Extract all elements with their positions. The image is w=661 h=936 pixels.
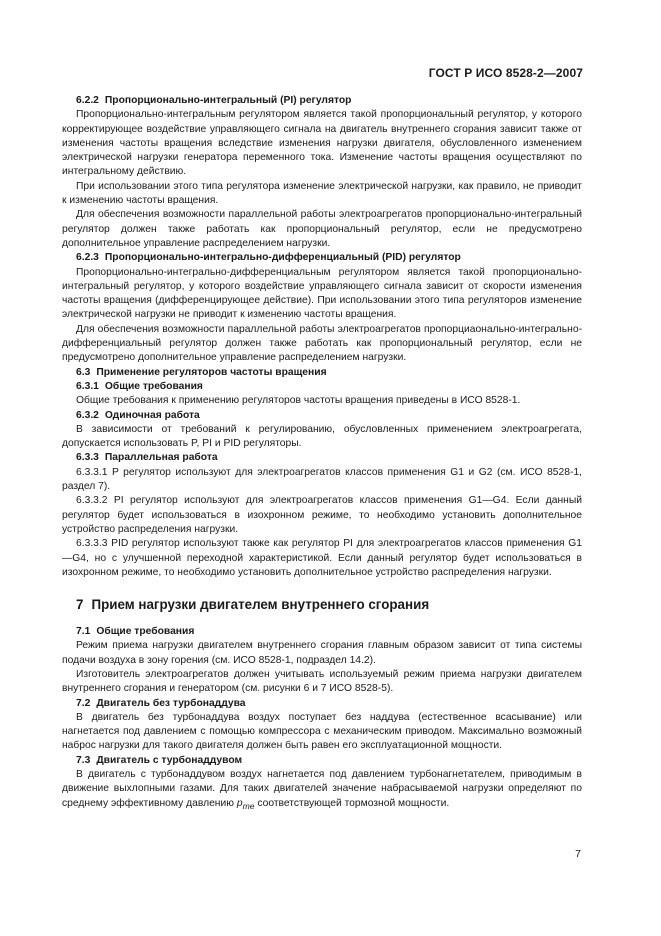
heading-text: Общие требования: [96, 626, 195, 638]
paragraph-text: соответствующей тормозной мощности.: [254, 797, 450, 809]
heading-6-3-1: [62, 380, 582, 394]
paragraph: Пропорционально-интегральным регулятором является такой пропорциональный регулятор, у которого корректирующее воздействие управляющего сигнала на двигатель внутреннего сгорания зависит также от изменения частоты вращения вследствие изменения нагрузки двигателя, обусловленного изменением электрической нагрузки генератора переменного тока. Изменение частоты вращения осуществляют по интегральному действию.: [62, 109, 582, 178]
section-number: 7: [76, 597, 84, 613]
document-id-header: ГОСТ Р ИСО 8528-2—2007: [428, 66, 583, 80]
paragraph: Общие требования к применению регуляторов частоты вращения приведены в ИСО 8528-1.: [76, 395, 521, 407]
heading-7-2: [62, 697, 582, 711]
section-title-text: Прием нагрузки двигателем внутреннего сгорания: [91, 597, 430, 613]
heading-6-3-3: [62, 451, 582, 465]
page-body: [62, 94, 582, 813]
heading-6-3-2: [62, 409, 582, 423]
heading-6-2-2: [62, 94, 582, 108]
symbol-subscript: me: [242, 800, 255, 811]
heading-number: 6.2.2: [76, 95, 99, 106]
paragraph: В двигатель без турбонаддува воздух поступает без наддува (естественное всасывание) или нагнетается под давлением с помощью компрессора с механическим приводом. Максимально возможный наброс нагрузки для такого двигателя должен быть равен его эксплуатационной мощности.: [62, 711, 582, 752]
paragraph: 6.3.3.2 PI регулятор используют для электроагрегатов классов применения G1—G4. Если данный регулятор будет использоваться в изохронном режиме, то необходимо установить дополнительное устройство распределения нагрузки.: [62, 495, 582, 535]
paragraph: 6.3.3.3 PID регулятор используют также как регулятор PI для электроагрегатов классов применения G1—G4, но с улучшенной переходной характеристикой. Если данный регулятор будет использоваться в изохронном режиме, то необходимо установить дополнительное устройство распределения нагрузки.: [62, 538, 582, 578]
page-number: 7: [575, 848, 581, 860]
heading-text: Одиночная работа: [104, 409, 200, 421]
paragraph: В зависимости от требований к регулированию, обусловленных применением электроагрегата, допускается использовать P, PI и PID регуляторы.: [62, 423, 582, 450]
heading-number: 6.2.3: [76, 252, 99, 264]
paragraph: При использовании этого типа регулятора изменение электрической нагрузки, как правило, не приводит к изменению частоты вращения.: [62, 180, 582, 207]
heading-6-3: [62, 366, 582, 380]
heading-number: 7.3: [76, 754, 91, 766]
paragraph: Пропорционально-интегрально-дифференциальным регулятором является такой пропорционально-интегральный регулятор, у которого воздействие управляющего сигнала зависит от скорости изменения частоты вращения (дифференцирующее действие). При использовании этого типа регуляторов изменение электрической нагрузки не приводит к изменению частоты вращения.: [62, 266, 582, 321]
heading-number: 6.3.2: [76, 409, 99, 421]
heading-text: Двигатель с турбонаддувом: [96, 754, 243, 766]
heading-text: Применение регуляторов частоты вращения: [96, 366, 327, 378]
paragraph: Изготовитель электроагрегатов должен учитывать используемый режим приема нагрузки двигателем внутреннего сгорания и генератором (см. рисунки 6 и 7 ИСО 8528-5).: [62, 668, 582, 695]
heading-text: Общие требования: [104, 380, 203, 392]
pressure-symbol: [237, 798, 255, 809]
heading-text: Двигатель без турбонаддува: [96, 697, 246, 709]
paragraph: [62, 768, 582, 813]
paragraph: 6.3.3.1 P регулятор используют для электроагрегатов классов применения G1 и G2 (см. ИСО 8528-1, раздел 7).: [62, 466, 582, 493]
heading-number: 7.1: [76, 626, 91, 638]
heading-7-3: [62, 754, 582, 768]
heading-text: Пропорционально-интегральный (PI) регулятор: [104, 95, 352, 106]
paragraph-text: В двигатель с турбонаддувом воздух нагнетается под давлением турбонагнетателем, приводимым в движение выхлопными газами. Для таких двигателей значение набрасываемой нагрузки определяют по среднему эффективному давлению: [62, 769, 582, 809]
paragraph: Для обеспечения возможности параллельной работы электроагрегатов пропорциаонально-интегрально-дифференциальный регулятор должен также работать как пропорциональный регулятор, если не предусмотрено дополнительное управление распределением нагрузки.: [62, 323, 582, 364]
symbol-letter: p: [236, 797, 243, 809]
heading-number: 7.2: [76, 697, 91, 709]
heading-text: Параллельная работа: [104, 452, 218, 464]
heading-6-2-3: [62, 251, 582, 265]
heading-number: 6.3: [76, 366, 91, 378]
heading-7-1: [62, 625, 582, 639]
section-heading-7: [62, 597, 582, 612]
heading-number: 6.3.1: [76, 380, 99, 392]
heading-number: 6.3.3: [76, 452, 99, 464]
paragraph: Режим приема нагрузки двигателем внутреннего сгорания главным образом зависит от типа системы подачи воздуха в зону горения (см. ИСО 8528-1, подраздел 14.2).: [62, 640, 582, 666]
heading-text: Пропорционально-интегрально-дифференциальный (PID) регулятор: [104, 252, 461, 264]
paragraph: Для обеспечения возможности параллельной работы электроагрегатов пропорционально-интегральный регулятор должен также работать как пропорциональный регулятор, если не предусмотрено дополнительное управление распределением нагрузки.: [62, 209, 582, 249]
